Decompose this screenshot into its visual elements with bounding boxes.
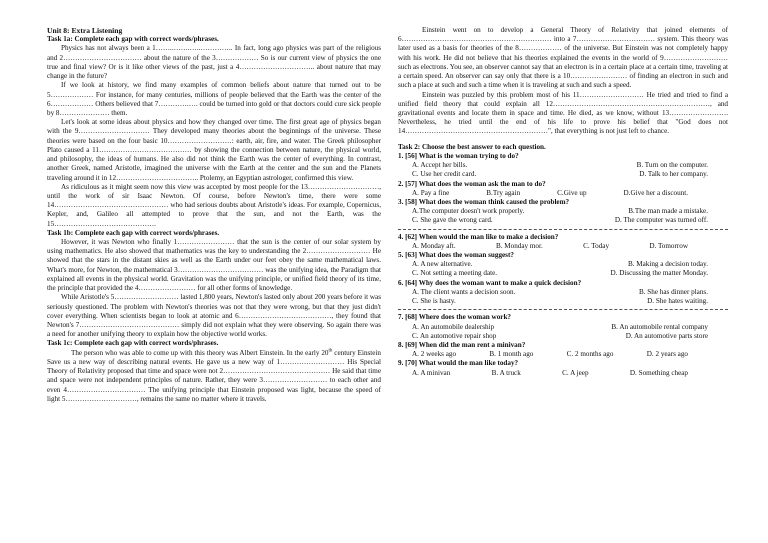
answer-option[interactable]: A. Monday aft. [412,241,456,250]
section-divider [398,229,728,230]
answer-option[interactable]: D. Discussing the matter Monday. [610,269,708,278]
answer-options-row [398,161,728,170]
answer-option[interactable]: B.The man made a mistake. [628,207,708,216]
section-divider [398,309,728,310]
answer-options-row [398,332,728,341]
answer-options-row [398,369,728,378]
answer-option[interactable]: B. She has dinner plans. [638,287,708,296]
paragraph-1: Physics has not always been a 1……..…….…..………….. In fact, long ago physics was part of the religious and 2…………………………… about the nature of the 3……………… So is our current view of physics the one true and final view? Or is it like other views of the past, just a 4………………………….. about nature that may change in the future? [47,44,381,81]
task-1c-heading: Task 1c: Complete each gap with correct words/phrases. [47,339,219,348]
paragraph-3: Let's look at some ideas about physics and how they changed over time. The first great age of physics began with the 9………………………… They developed many theories about the beginnings of the universe. These theories were based on the four basic 10………………………: earth, air, fire, and water. The Greek philosopher Plato caused a 11………………………………… by showing the connection between nature, the physical world, and philosophy, the ideas of humans. He also did not think the Earth was the center of everything. In contrast, another Greek, named Aristotle, imagined the universe with the Earth at the center and the sun and the Planets traveling around it in 12…………………………….. Ptolemy, an Egyptian astrologer, confirmed this view. [47,118,381,182]
paragraph-5: However, it was Newton who finally 1…………………… that the sun is the center of our solar system by using mathematics. He also showed that mathematics was the key to understanding the 2……………………… He showed that the stars in the distant skies as well as the Earth under our feet obey the same mathematical laws. What's more, for Newton, the mathematical 3……………………………… was the unifying idea, the Paradigm that explained all events in the physical world. Gravitation was the unifying principle, or unified field theory of its time, the principle that provided the 4…………………… for all other forms of knowledge. [47,238,381,293]
paragraph-7 [47,349,381,404]
answer-option[interactable]: D. Tomorrow [649,241,688,250]
answer-option[interactable]: B. Making a decision today. [627,260,708,269]
answer-option[interactable]: D. An automotive parts store [625,331,708,340]
answer-options-row [398,269,728,278]
paragraph-4: As ridiculous as it might seem now this view was accepted by most people for the 13…………………………, until the work of sir Isaac Newton. Of course, before Newton's time, there were some 14………………………………………… who had serious doubts about Aristotle's ideas. For example, Copernicus, Kepler, and, Galileo all attempted to prove that the sun, and not the Earth, was the 15……………………………………. [47,182,381,228]
answer-option[interactable]: C. 2 months ago [566,350,614,359]
answer-option[interactable]: B. Monday mor. [495,241,543,250]
answer-options-row [398,216,728,225]
left-column [47,26,381,404]
answer-options-row [398,288,728,297]
task-1a-heading: Task 1a: Complete each gap with correct words/phrases. [47,35,219,44]
answer-option[interactable]: D. She hates waiting. [647,297,708,306]
question-stem: 7. [68] Where does the woman work? [398,313,511,322]
answer-option[interactable]: B. A truck [491,368,521,377]
answer-option[interactable]: B. Turn on the computer. [636,161,708,170]
paragraph-9: Einstein was puzzled by this problem most of his 11……………………… He tried and tried to find a unified field theory that could explain all 12…………………………………………………………, and gravitational events and locate them in space and time. He died, as we know, without 13……………………. Nevertheless, he tried until the end of his life to prove his belief that "God does not 14……………………………………………………", that everything is not just left to chance. [398,90,728,136]
answer-option[interactable]: D. Something cheap [629,368,688,377]
answer-option[interactable]: A. 2 weeks ago [412,350,457,359]
answer-options-row [398,242,728,251]
question-stem: 3. [58] What does the woman think caused the problem? [398,197,570,206]
answer-option[interactable]: C. Use her credit card. [412,170,477,179]
answer-option[interactable]: A. A minivan [412,368,451,377]
question-stem: 6. [64] Why does the woman want to make a quick decision? [398,278,582,287]
answer-option[interactable]: A. An automobile dealership [412,322,495,331]
answer-option[interactable]: B. An automobile rental company [611,322,708,331]
answer-option[interactable]: D. The computer was turned off. [614,216,708,225]
question-stem: 5. [63] What does the woman suggest? [398,251,514,260]
answer-option[interactable]: C. Not setting a meeting date. [412,269,498,278]
paragraph-6: While Aristotle's 5……………………… lasted 1,800 years, Newton's lasted only about 200 years before it was seriously questioned. The problem with Newton's theories was not that they were wrong, but that they just didn't cover everything. When scientists began to look at atomic and 6…………………………………, they found that Newton's 7…………………………………… simply did not explain what they were observing. So again there was a need for another unifying theory to explain how the objective world works. [47,293,381,339]
paragraph-8: Einstein went on to develop a General Theory of Relativity that joined elements of 6……………………………………………………… into a 7…………………………… system. This theory was later used as a basis for theories of the 8……………… of the universe. But Einstein was not completely happy with his work. He did not believe that his theories explained the events in the world of 9……………………… such as electrons. You see, an observer cannot say that an electron is in a certain place at a certain time, traveling at a certain speed. An observer can say only that there is a 10…………………… of finding an electron in such and such a place at such and such a time when it is traveling at such and such a speed. [398,26,728,90]
paragraph-2: If we look at history, we find many examples of common beliefs about nature that turned out to be 5……………… For instance, for many centuries, millions of people believed that the Earth was the center of the 6……………… Others believed that 7………….…. could be turned into gold or that doctors could cure sick people by 8………………… them. [47,81,381,117]
question-stem: 4. [62] When would the man like to make a decision? [398,232,559,241]
answer-option[interactable]: D.Give her a discount. [623,188,688,197]
answer-option[interactable]: D. Talk to her company. [639,170,708,179]
answer-option[interactable]: D. 2 years ago [646,350,688,359]
answer-options-row [398,207,728,216]
answer-option[interactable]: C. An automotive repair shop [412,331,497,340]
superscript-th: th [328,348,333,354]
answer-option[interactable]: C. She gave the wrong card. [412,216,493,225]
answer-options-row [398,323,728,332]
answer-option[interactable]: C. Today [583,241,610,250]
paragraph-7-rest: century Einstein Save us a new way of describing natural events. He gave us a new way of 1……………………… His Special Theory of Relativity proposed that time and space were not 2……………………………………… He said that time and space were not independent principles of nature. Rather, they were 3……………………… to each other and even 4…………………………… The unifying principle that Einstein proposed was light, because the speed of light 5…………………………, remains the same no matter where it travels. [47,348,382,403]
answer-option[interactable]: A. Pay a fine [412,188,450,197]
answer-option[interactable]: B. 1 month ago [489,350,534,359]
answer-options-row [398,297,728,306]
worksheet-title: Unit 8: Extra Listening [47,26,123,35]
task-1b-heading: Task 1b: Complete each gap with correct words/phrases. [47,228,220,237]
answer-option[interactable]: A. A new alternative. [412,260,473,269]
answer-option[interactable]: C.Give up [557,188,587,197]
task-2-heading: Task 2: Choose the best answer to each question. [398,142,546,151]
question-stem: 1. [56] What is the woman trying to do? [398,151,519,160]
question-stem: 9. [70] What would the man like today? [398,359,519,368]
answer-option[interactable]: A. Accept her bills. [412,161,468,170]
answer-options-row [398,260,728,269]
paragraph-7-start: The person who was able to come up with this theory was Albert Einstein. In the early 20 [71,348,329,357]
question-list [398,152,728,378]
answer-options-row [398,189,728,198]
answer-option[interactable]: C. A jeep [562,368,589,377]
answer-options-row [398,170,728,179]
right-column [398,26,728,378]
answer-option[interactable]: A.The computer doesn't work properly. [412,207,525,216]
question-stem: 2. [57] What does the woman ask the man to do? [398,179,546,188]
answer-options-row [398,350,728,359]
question-stem: 8. [69] When did the man rent a minivan? [398,341,526,349]
answer-option[interactable]: B.Try again [486,188,521,197]
answer-option[interactable]: A. The client wants a decision soon. [412,287,516,296]
answer-option[interactable]: C. She is hasty. [412,297,456,306]
